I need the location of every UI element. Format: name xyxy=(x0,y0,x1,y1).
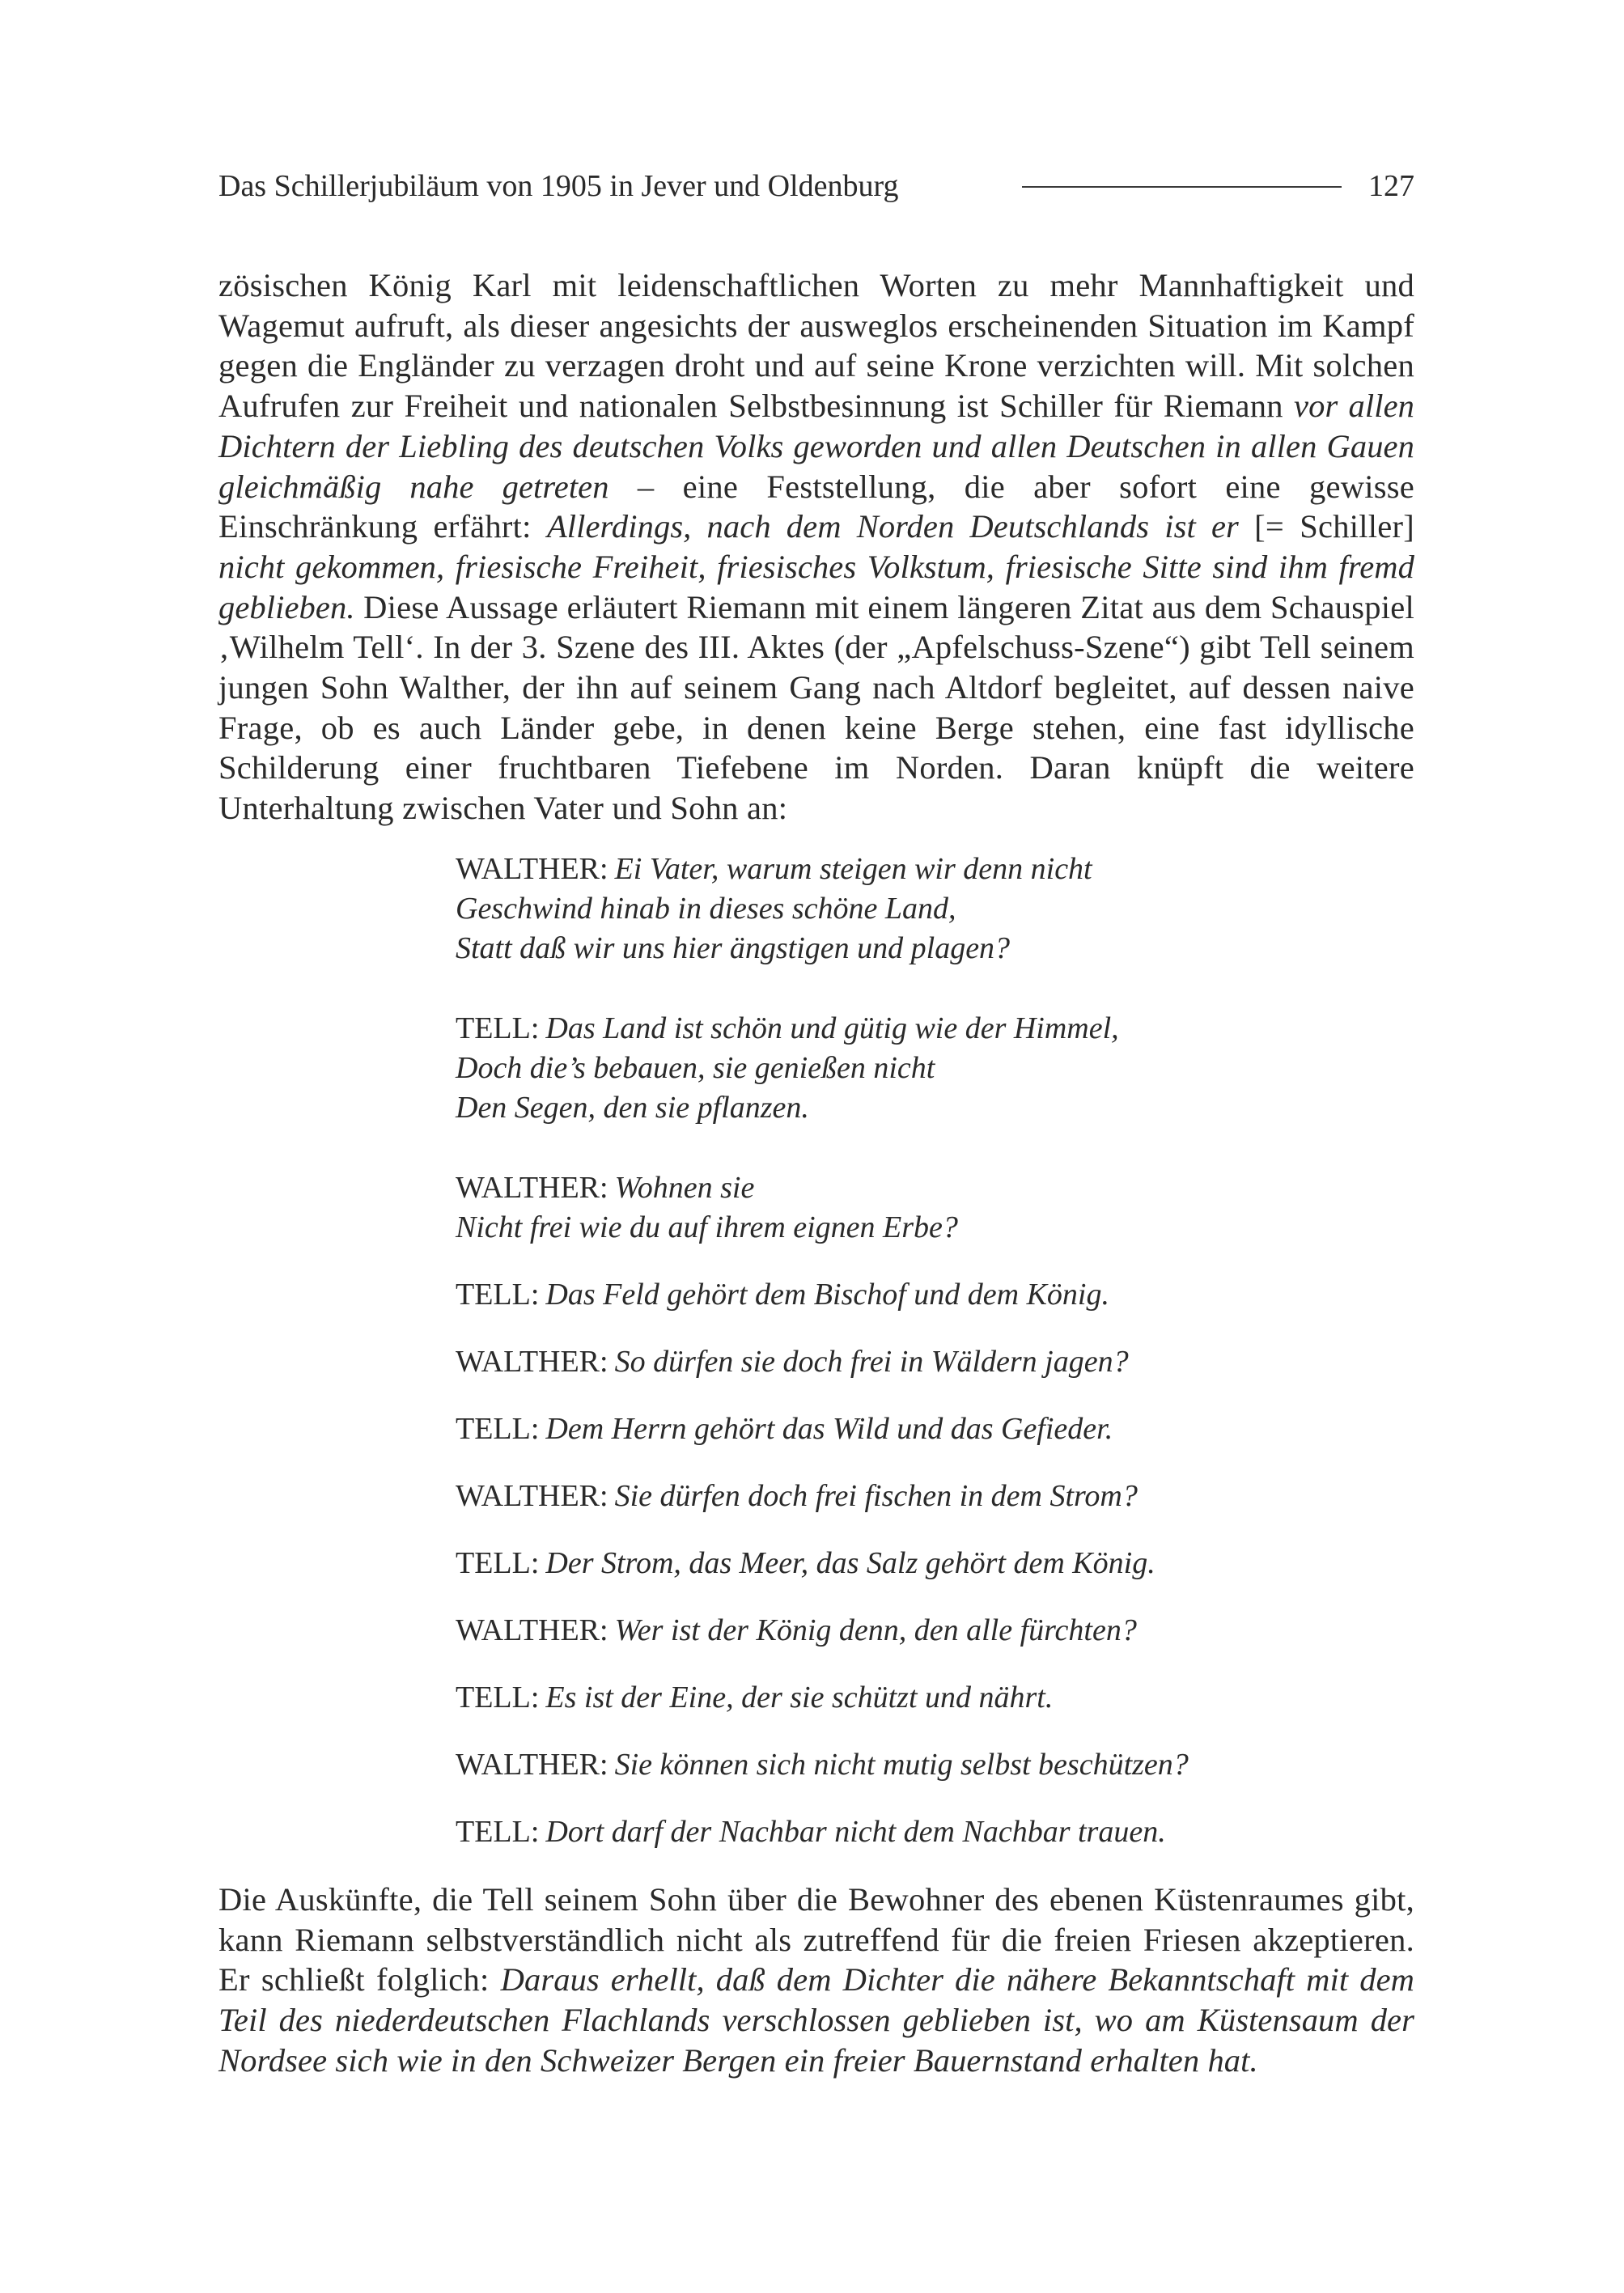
body-paragraph-1 xyxy=(218,265,1414,829)
speaker-name: WALTHER: xyxy=(456,1479,608,1513)
body-paragraph-2 xyxy=(218,1880,1414,2081)
verse-line xyxy=(456,1812,1346,1852)
speech-text: Dort darf der Nachbar nicht dem Nachbar trauen. xyxy=(545,1815,1166,1849)
verse-line xyxy=(456,889,1346,929)
stanza-gap xyxy=(456,1516,1346,1544)
speech-text: Das Land ist schön und gütig wie der Himmel, xyxy=(545,1011,1119,1045)
speaker-name: WALTHER: xyxy=(456,1613,608,1647)
verse-line xyxy=(456,1342,1346,1382)
stanza-gap xyxy=(456,1315,1346,1342)
speaker-name: TELL: xyxy=(456,1412,540,1446)
stanza-gap xyxy=(456,1718,1346,1745)
speech-text: Der Strom, das Meer, das Salz gehört dem König. xyxy=(545,1546,1155,1580)
verse-line xyxy=(456,1409,1346,1449)
speech-text: Doch die’s bebauen, sie genießen nicht xyxy=(456,1051,935,1085)
text-run: [= Schiller] xyxy=(1238,508,1414,545)
speech-text: Sie können sich nicht mutig selbst beschützen? xyxy=(614,1748,1189,1782)
speech-text: Sie dürfen doch frei fischen in dem Strom? xyxy=(614,1479,1138,1513)
text-run: – eine Feststellung, die aber sofort eine gewisse Einschränkung erfährt: xyxy=(218,468,1415,545)
quoted-text: Daraus erhellt, daß dem Dichter die nähere Bekanntschaft mit dem Teil des niederdeutschen Flachlands verschlossen geblieben ist, wo am Küstensaum der Nordsee sich wie in den Schweizer Bergen ein freier Bauernstand erhalten hat. xyxy=(218,1961,1414,2079)
speech-text: Ei Vater, warum steigen wir denn nicht xyxy=(614,852,1092,886)
verse-line xyxy=(456,1745,1346,1785)
stanza-gap xyxy=(456,1248,1346,1275)
quoted-text: Allerdings, nach dem Norden Deutschlands ist er xyxy=(546,508,1239,545)
stanza-gap xyxy=(456,1382,1346,1409)
speaker-name: WALTHER: xyxy=(456,1171,608,1205)
verse-line xyxy=(456,850,1346,889)
verse-line xyxy=(456,1611,1346,1651)
speech-text: Statt daß wir uns hier ängstigen und plagen? xyxy=(456,931,1011,965)
stanza-gap xyxy=(456,1128,1346,1168)
running-head xyxy=(218,162,1414,210)
speech-text: Wer ist der König denn, den alle fürchten? xyxy=(614,1613,1137,1647)
speech-text: So dürfen sie doch frei in Wäldern jagen? xyxy=(614,1345,1129,1379)
speaker-name: TELL: xyxy=(456,1546,540,1580)
speech-text: Geschwind hinab in dieses schöne Land, xyxy=(456,892,956,926)
speaker-name: TELL: xyxy=(456,1815,540,1849)
stanza-gap xyxy=(456,1583,1346,1611)
text-run: Die Auskünfte, die Tell seinem Sohn über die Bewohner des ebenen Küstenraumes gibt, kann Riemann selbstverständlich nicht als zutreffend für die freien Friesen akzeptieren. Er schließt folglich: xyxy=(218,1881,1414,1998)
speech-text: Den Segen, den sie pflanzen. xyxy=(456,1091,809,1125)
verse-line xyxy=(456,1678,1346,1718)
speaker-name: WALTHER: xyxy=(456,1748,608,1782)
speech-text: Wohnen sie xyxy=(614,1171,755,1205)
verse-line xyxy=(456,1275,1346,1315)
verse-line xyxy=(456,1477,1346,1516)
verse-line xyxy=(456,1049,1346,1088)
speaker-name: WALTHER: xyxy=(456,1345,608,1379)
stanza-gap xyxy=(456,1651,1346,1678)
speaker-name: WALTHER: xyxy=(456,852,608,886)
speaker-name: TELL: xyxy=(456,1278,540,1312)
speaker-name: TELL: xyxy=(456,1681,540,1714)
verse-line xyxy=(456,1088,1346,1128)
stanza-gap xyxy=(456,968,1346,1009)
running-title: Das Schillerjubiläum von 1905 in Jever und Oldenburg xyxy=(218,169,899,203)
verse-line xyxy=(456,1544,1346,1583)
verse-line xyxy=(456,929,1346,968)
speech-text: Dem Herrn gehört das Wild und das Gefieder. xyxy=(545,1412,1113,1446)
speaker-name: TELL: xyxy=(456,1011,540,1045)
verse-line xyxy=(456,1009,1346,1049)
quoted-text: nicht gekommen, friesische Freiheit, friesisches Volkstum, friesische Sitte sind ihm fremd geblieben. xyxy=(218,548,1414,625)
speech-text: Nicht frei wie du auf ihrem eignen Erbe? xyxy=(456,1210,958,1244)
verse-line xyxy=(456,1208,1346,1248)
speech-text: Es ist der Eine, der sie schützt und nährt. xyxy=(545,1681,1054,1714)
verse-line xyxy=(456,1168,1346,1208)
quoted-text: vor allen Dichtern der Liebling des deutschen Volks geworden und allen Deutschen in allen Gauen gleichmäßig nahe getreten xyxy=(218,388,1414,505)
header-rule xyxy=(1022,186,1342,188)
text-run: zösischen König Karl mit leidenschaftlichen Worten zu mehr Mannhaftigkeit und Wagemut aufruft, als dieser angesichts der ausweglos erscheinenden Situation im Kampf gegen die Engländer zu verzagen droht und auf seine Krone verzichten will. Mit solchen Aufrufen zur Freiheit und nationalen Selbstbesinnung ist Schiller für Riemann xyxy=(218,267,1414,425)
text-run: Diese Aussage erläutert Riemann mit einem längeren Zitat aus dem Schauspiel ‚Wilhelm Tell‘. In der 3. Szene des III. Aktes (der „Apfelschuss-Szene“) gibt Tell seinem jungen Sohn Walther, der ihn auf seinem Gang nach Altdorf begleitet, auf dessen naive Frage, ob es auch Länder gebe, in denen keine Berge stehen, eine fast idyllische Schilderung einer fruchtbaren Tiefebene im Norden. Daran knüpft die weitere Unterhaltung zwischen Vater und Sohn an: xyxy=(218,588,1414,827)
stanza-gap xyxy=(456,1449,1346,1477)
stanza-gap xyxy=(456,1785,1346,1812)
verse-dialogue xyxy=(456,850,1346,1852)
speech-text: Das Feld gehört dem Bischof und dem König. xyxy=(545,1278,1109,1312)
page-number: 127 xyxy=(1368,169,1414,203)
